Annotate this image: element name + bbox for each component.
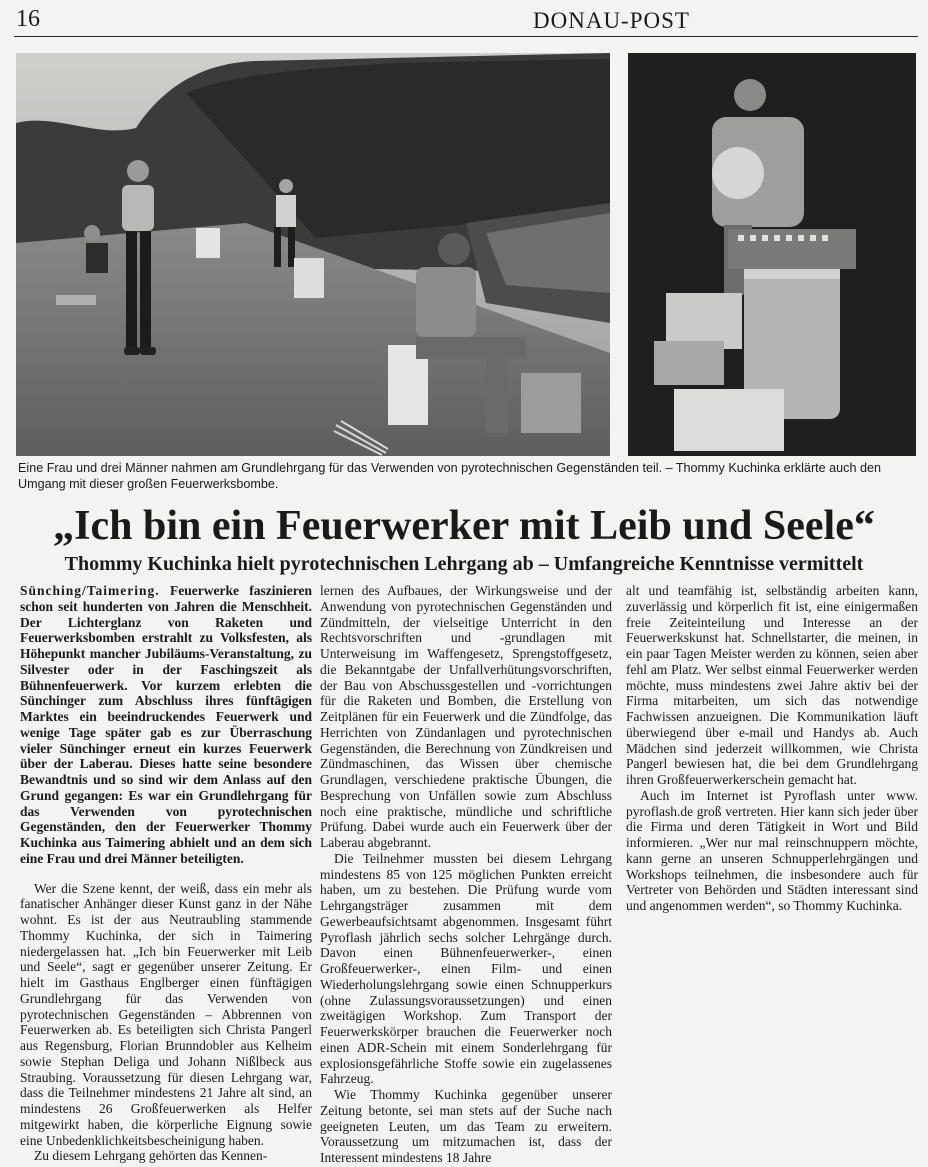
page-number: 16 (16, 6, 40, 32)
body-paragraph: Wie Thommy Kuchinka gegenüber unserer Zeitung betonte, sei man stets auf der Suche nach geeigneten Leuten, um das Team zu erweitern. Voraussetzung um mitzumachen ist, dass der Interessent mindestens 18 Jahre (320, 1087, 612, 1165)
photo-caption: Eine Frau und drei Männer nahmen am Grundlehrgang für das Verwenden von pyrotechnischen Gegenständen teil. – Thommy Kuchinka erklärte auch den Umgang mit dieser großen Feuerwerksbombe. (18, 461, 881, 491)
dateline: Sünching/Taimering. (20, 583, 160, 598)
article-headline: „Ich bin ein Feuerwerker mit Leib und Seele“ (53, 503, 875, 549)
body-paragraph: lernen des Aufbaues, der Wirkungsweise und der Anwendung von pyrotechnischen Gegenständen und Zündmitteln, der vielseitige Unterricht in den Rechtsvorschriften und -grundlagen mit Unterweisung im Waffengesetz, Sprengstoffgesetz, die Bekanntgabe der Unfallverhütungsvorschriften, der Bau von Abschussgestellen und -vorrichtungen für die Raketen und Bomben, die Erstellung von Zeitplänen für ein Feuerwerk und die Zündfolge, das Herrichten von Zündanlagen und pyrotechnischen Gegenständen, die Berechnung von Zündkreisen und Zündmaschinen, das Wissen über chemische Grundlagen, verschiedene praktische Übungen, die Besprechung von Unfällen sowie zum Abschluss noch eine praktische, mündliche und schriftliche Prüfung. Dabei wurde auch ein Feuerwerk über der Laberau abgebrannt. (320, 583, 612, 850)
body-paragraph: Zu diesem Lehrgang gehörten das Kennen- (34, 1148, 268, 1164)
lead-paragraph (20, 583, 312, 867)
photo-firework-bomb (628, 53, 916, 456)
article-subheadline: Thommy Kuchinka hielt pyrotechnischen Lehrgang ab – Umfangreiche Kenntnisse vermittelt (64, 553, 864, 575)
newspaper-name: DONAU-POST (533, 8, 690, 33)
photo-course-participants (16, 53, 610, 456)
body-paragraph: Die Teilnehmer mussten bei diesem Lehrgang mindestens 85 von 125 möglichen Punkten erreicht haben, um zu bestehen. Die Prüfung wurde vom Lehrgangsträger zusammen mit dem Gewerbeaufsichtsamt abgenommen. Insgesamt führt Pyroflash jährlich sechs solcher Lehrgänge durch. Davon einen Bühnenfeuerwerker-, einen Großfeuerwerker-, einen Film- und einen Wiederholungslehrgang sowie einen Schnupperkurs (ohne Zulassungsvoraussetzungen) und einen zweitägigen Workshop. Zum Transport der Feuerwerkskörper brauchen die Feuerwerker noch einen ADR-Schein mit einem Sonderlehrgang für explosionsgefährliche Stoffe sowie ein zugelassenes Fahrzeug. (320, 850, 612, 1087)
body-paragraph: Auch im Internet ist Pyroflash unter www. pyroflash.de groß vertreten. Hier kann sich jeder über die Firma und deren Tätigkeit in Wort und Bild informieren. „Wer nur mal reinschnuppern möchte, kann gerne an unseren Schnupperlehrgängen und Workshops teilnehmen, die insbesondere auch für Vertreter von Behörden und Städten interessant sind und angenommen werden“, so Thommy Kuchinka. (626, 787, 918, 913)
lead-text: Feuerwerke faszinieren schon seit hunderten von Jahren die Menschheit. Der Lichterglanz von Raketen und Feuerwerksbomben erstrahlt zu Volksfesten, als Höhepunkt mancher Jubiläums-Veranstaltung, zu Silvester oder in der Faschingszeit als Bühnenfeuerwerk. Vor kurzem erlebten die Sünchinger zum Abschluss ihres fünftägigen Marktes ein beeindruckendes Feuerwerk und wenige Tage später gab es zur Überraschung vieler Sünchinger erneut ein kurzes Feuerwerk über der Laberau. Dieses hatte seine besondere Bewandtnis und so sind wir dem Anlass auf den Grund gegangen: Es war ein Grundlehrgang für das Verwenden von pyrotechnischen Gegenständen, den der Feuerwerker Thommy Kuchinka aus Taimering abhielt und an dem sich eine Frau und drei Männer beteiligten. (20, 583, 312, 866)
header-rule (14, 36, 918, 37)
text-column-1 (20, 583, 312, 1164)
body-paragraph: Wer die Szene kennt, der weiß, dass ein mehr als fanatischer Anhänger dieser Kunst ganz in der Nähe wohnt. Es ist der aus Neutraubling stammende Thommy Kuchinka, der sich in Taimering niedergelassen hat. „Ich bin Feuerwerker mit Leib und Seele“, sagt er gegenüber unserer Zeitung. Er hielt im Gasthaus Englberger einen fünftägigen Grundlehrgang für das Verwenden von pyrotechnischen Gegenständen – Abbrennen von Feuerwerken ab. Es beteiligten sich Christa Pangerl aus Regensburg, Florian Brunndobler aus Kelheim sowie Stephan Deliga und Johann Nißlbeck aus Straubing. Voraussetzung für diesen Lehrgang war, dass die Teilnehmer mindestens 21 Jahre alt sind, an mindestens 26 Großfeuerwerken als Helfer mitgewirkt haben, die körperliche Eignung sowie eine Unbedenklichkeitsbescheinigung haben. (20, 880, 312, 1148)
text-column-3 (626, 583, 918, 914)
body-paragraph: alt und teamfähig ist, selbständig arbeiten kann, zuverlässig und körperlich fit ist, eine einigermaßen freie Zeiteinteilung und Interesse an der Feuerwerkskunst hat. Schnellstarter, die meinen, in ein paar Tagen Meister werden zu können, seien aber fehl am Platz. Wer selbst einmal Feuerwerker werden möchte, muss mindestens zwei Jahre aktiv bei der Firma mitarbeiten, um sich das notwendige Fachwissen anzueignen. Die Kommunikation läuft überwiegend über e-mail und Handys ab. Auch Mädchen sind jederzeit willkommen, wie Christa Pangerl bewiesen hat, die bei dem Grundlehrgang ihren Großfeuerwerkerschein gemacht hat. (626, 583, 918, 787)
text-column-2 (320, 583, 612, 1166)
